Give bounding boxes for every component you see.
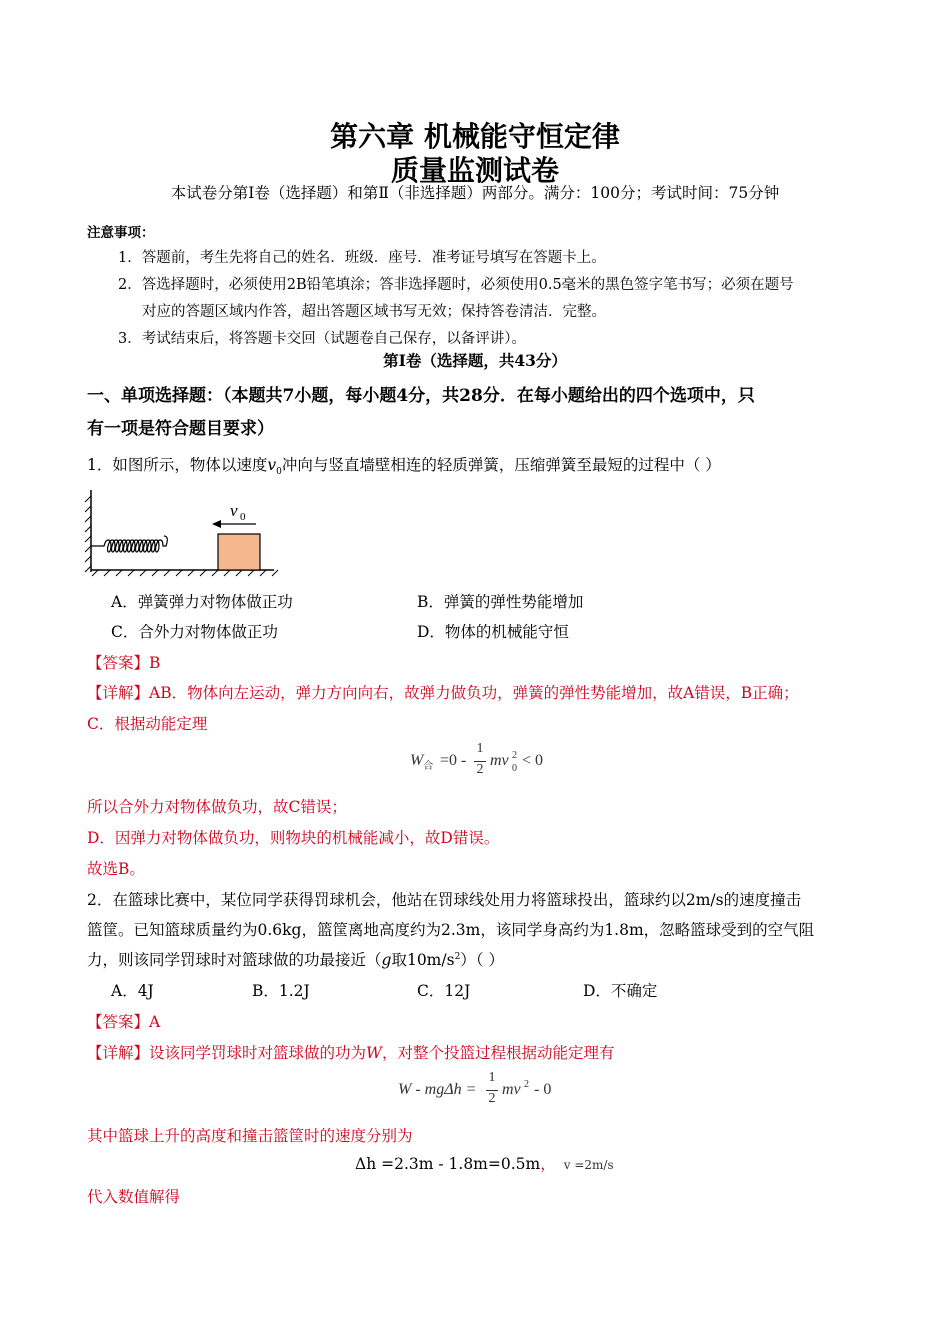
option-b: B．1.2J bbox=[252, 982, 310, 1000]
formula-symbol: mv bbox=[490, 752, 509, 769]
notice-item: 对应的答题区域内作答，超出答题区域书写无效；保持答卷清洁．完整。 bbox=[142, 304, 606, 320]
notice-heading: 注意事项： bbox=[87, 225, 155, 241]
page-title: 第六章 机械能守恒定律 bbox=[330, 120, 620, 153]
option-a: A．4J bbox=[111, 982, 154, 1000]
fraction-denominator: 2 bbox=[476, 762, 484, 777]
question-1-stem bbox=[87, 453, 721, 477]
formula-text: W - mgΔh = bbox=[398, 1081, 477, 1098]
option-c: C．12J bbox=[417, 982, 471, 1000]
spring-block-figure bbox=[84, 486, 280, 578]
work-symbol: W bbox=[366, 1044, 382, 1062]
formula-subscript: 合 bbox=[423, 761, 434, 772]
block bbox=[218, 534, 260, 570]
option-d: D．物体的机械能守恒 bbox=[417, 623, 569, 641]
detail-1-line: 所以合外力对物体做负功，故C错误； bbox=[87, 798, 347, 816]
option-c: C．合外力对物体做正功 bbox=[111, 623, 278, 641]
figure-velocity-label: v bbox=[230, 501, 238, 520]
detail-1-line: 故选B。 bbox=[87, 860, 145, 878]
formula-superscript: 2 bbox=[512, 750, 517, 761]
formula-symbol: mv bbox=[502, 1081, 521, 1098]
question-2-stem: 篮筐。已知篮球质量约为0.6kg，篮筐离地高度约为2.3m，该同学身高约为1.8m，忽略篮球受到的空气阻 bbox=[87, 921, 815, 939]
section-heading: 第Ⅰ卷（选择题，共43分） bbox=[383, 351, 567, 370]
spring-coil bbox=[91, 536, 167, 552]
detail-1-line: 【详解】AB．物体向左运动，弹力方向向右，故弹力做负功，弹簧的弹性势能增加，故A错误，B正确； bbox=[87, 684, 799, 702]
answer-1: 【答案】B bbox=[87, 654, 161, 672]
option-b: B．弹簧的弹性势能增加 bbox=[417, 593, 584, 611]
exam-info: 本试卷分第I卷（选择题）和第Ⅱ（非选择题）两部分。满分：100分；考试时间：75分钟 bbox=[170, 184, 780, 202]
question-2-stem bbox=[87, 948, 504, 970]
fraction-denominator: 2 bbox=[488, 1091, 496, 1106]
formula-superscript: 2 bbox=[524, 1079, 529, 1090]
stem-text: 1．如图所示，物体以速度 bbox=[87, 456, 268, 474]
unit-superscript: 2 bbox=[454, 951, 461, 962]
velocity-subscript: 0 bbox=[276, 467, 282, 478]
formula-height-speed bbox=[355, 1152, 614, 1174]
arrow-head bbox=[212, 520, 221, 528]
part-heading: 一、单项选择题：（本题共7小题，每小题4分，共28分．在每小题给出的四个选项中，只 bbox=[87, 386, 755, 406]
detail-1-line: D．因弹力对物体做负功，则物块的机械能减小，故D错误。 bbox=[87, 829, 500, 847]
detail-2-line bbox=[87, 1041, 614, 1063]
gravity-symbol: g bbox=[381, 951, 392, 969]
formula-text: =0 - bbox=[440, 752, 467, 769]
notice-item: 2．答选择题时，必须使用2B铅笔填涂；答非选择题时，必须使用0.5毫米的黑色签字笔书写；必须在题号 bbox=[118, 277, 794, 293]
fraction-numerator: 1 bbox=[488, 1070, 496, 1085]
formula-text: Δh =2.3m - 1.8m=0.5m bbox=[355, 1155, 541, 1173]
detail-text: 【详解】设该同学罚球时对篮球做的功为 bbox=[87, 1044, 367, 1062]
page-subtitle: 质量监测试卷 bbox=[390, 154, 559, 187]
velocity-symbol: v bbox=[267, 456, 277, 474]
part-heading: 有一项是符合题目要求） bbox=[87, 419, 274, 439]
formula-text: - 0 bbox=[530, 1081, 552, 1098]
stem-text: ）（ ） bbox=[460, 951, 504, 969]
stem-text: 冲向与竖直墙壁相连的轻质弹簧，压缩弹簧至最短的过程中（ ） bbox=[281, 456, 721, 474]
stem-text: 力，则该同学罚球时对篮球做的功最接近（ bbox=[87, 951, 382, 969]
stem-text: 取10m/s bbox=[391, 951, 455, 969]
formula-subscript: 0 bbox=[512, 763, 517, 774]
formula-text: < 0 bbox=[522, 752, 544, 769]
detail-2-line: 代入数值解得 bbox=[87, 1188, 181, 1206]
option-a: A．弹簧弹力对物体做正功 bbox=[111, 593, 293, 611]
detail-text: ，对整个投篮过程根据动能定理有 bbox=[381, 1044, 615, 1062]
fraction-numerator: 1 bbox=[476, 741, 484, 756]
question-2-stem: 2．在篮球比赛中，某位同学获得罚球机会，他站在罚球线处用力将篮球投出，篮球约以2m/s的速度撞击 bbox=[87, 891, 802, 909]
detail-2-line: 其中篮球上升的高度和撞击篮筐时的速度分别为 bbox=[87, 1127, 413, 1145]
formula-text: v =2m/s bbox=[563, 1158, 614, 1172]
separator: ， bbox=[540, 1155, 556, 1173]
figure-velocity-subscript: 0 bbox=[240, 511, 246, 523]
notice-item: 3．考试结束后，将答题卡交回（试题卷自己保存，以备评讲）。 bbox=[118, 331, 526, 347]
detail-1-line: C．根据动能定理 bbox=[87, 715, 208, 733]
notice-item: 1．答题前，考生先将自己的姓名．班级．座号．准考证号填写在答题卡上。 bbox=[118, 250, 606, 266]
formula-symbol: W bbox=[410, 752, 424, 769]
answer-2: 【答案】A bbox=[87, 1013, 161, 1031]
option-d: D．不确定 bbox=[583, 982, 658, 1000]
